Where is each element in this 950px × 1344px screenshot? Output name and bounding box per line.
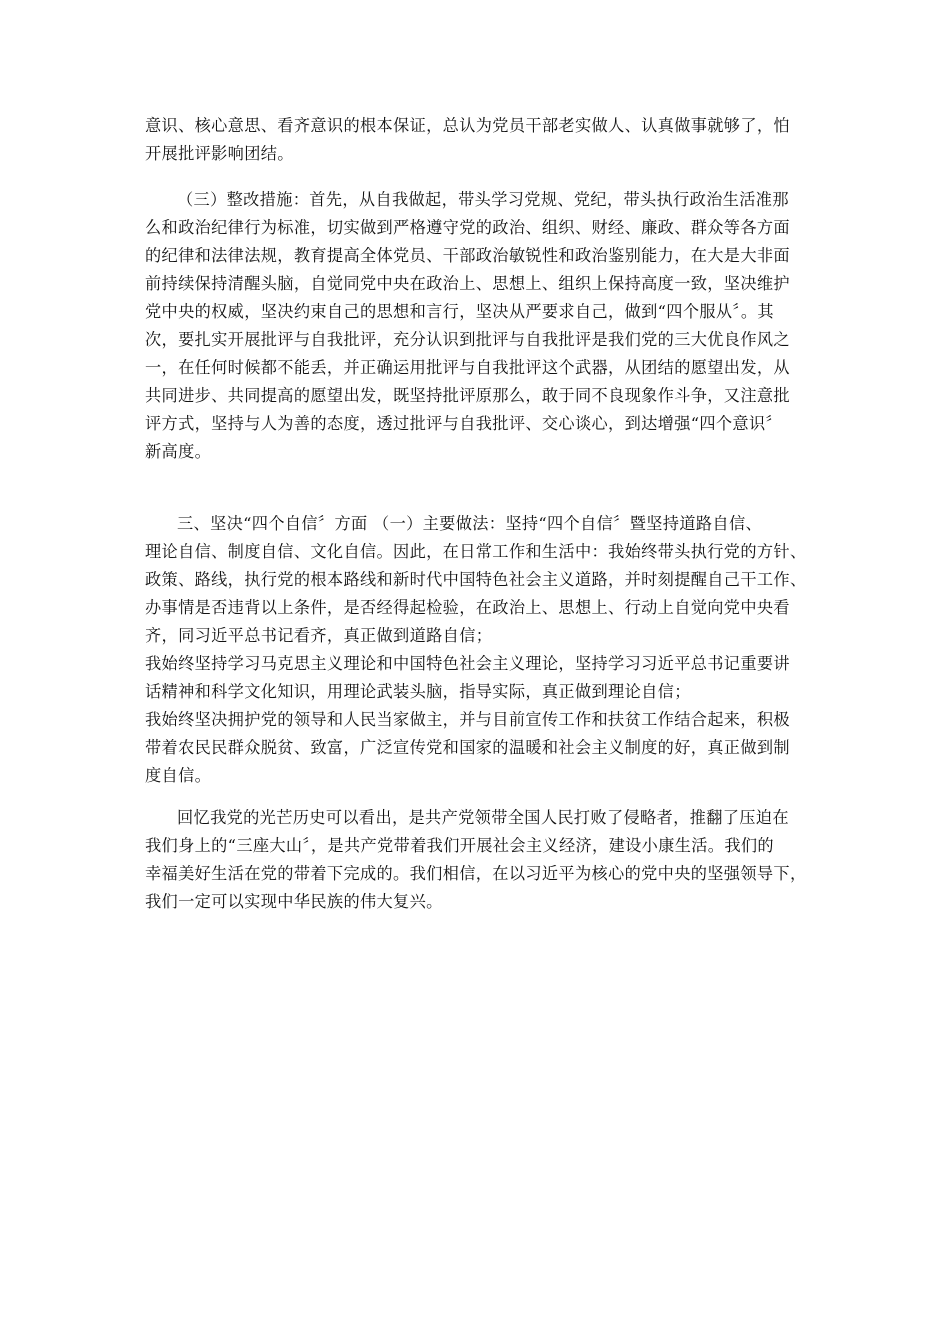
text-line: 我们一定可以实现中华民族的伟大复兴。 <box>145 892 443 911</box>
text-line: 三、坚决“四个自信〞方面 （一）主要做法：坚持“四个自信〞暨坚持道路自信、 <box>177 514 763 533</box>
paragraph-four-confidences <box>145 510 807 790</box>
text-line: 共同进步、共同提高的愿望出发，既坚持批评原那么，敢于同不良现象作斗争，又注意批 <box>145 386 790 405</box>
text-line: 我始终坚决拥护党的领导和人民当家做主，并与目前宣传工作和扶贫工作结合起来，积极 <box>145 710 790 729</box>
text-line: 党中央的权威，坚决约束自己的思想和言行，坚决从严要求自己，做到“四个服从〞。其 <box>145 302 774 321</box>
text-line: 幸福美好生活在党的带着下完成的。我们相信，在以习近平为核心的党中央的坚强领导下， <box>145 864 807 883</box>
text-line: 理论自信、制度自信、文化自信。因此，在日常工作和生活中：我始终带头执行党的方针、 <box>145 542 807 561</box>
text-line: 带着农民民群众脱贫、致富，广泛宣传党和国家的温暖和社会主义制度的好，真正做到制 <box>145 738 790 757</box>
text-line: 政策、路线，执行党的根本路线和新时代中国特色社会主义道路，并时刻提醒自己干工作、 <box>145 570 807 589</box>
text-line: 度自信。 <box>145 766 212 785</box>
text-line: 评方式，坚持与人为善的态度，透过批评与自我批评、交心谈心，到达增强“四个意识〞 <box>145 414 783 433</box>
text-line: 的纪律和法律法规，教育提高全体党员、干部政治敏锐性和政治鉴别能力，在大是大非面 <box>145 246 790 265</box>
text-line: 新高度。 <box>145 442 212 461</box>
text-line: 意识、核心意思、看齐意识的根本保证，总认为党员干部老实做人、认真做事就够了，怕 <box>145 116 790 135</box>
text-line: 么和政治纪律行为标准，切实做到严格遵守党的政治、组织、财经、廉政、群众等各方面 <box>145 218 790 237</box>
text-line: 齐，同习近平总书记看齐，真正做到道路自信； <box>145 626 493 645</box>
text-line: 办事情是否违背以上条件，是否经得起检验，在政治上、思想上、行动上自觉向党中央看 <box>145 598 790 617</box>
text-line: 回忆我党的光芒历史可以看出，是共产党领带全国人民打败了侵略者，推翻了压迫在 <box>177 808 789 827</box>
text-line: 我们身上的“三座大山〞，是共产党带着我们开展社会主义经济，建设小康生活。我们的 <box>145 836 774 855</box>
text-line: 开展批评影响团结。 <box>145 144 294 163</box>
text-line: （三）整改措施：首先，从自我做起，带头学习党规、党纪，带头执行政治生活准那 <box>177 190 789 209</box>
paragraph-party-history <box>145 804 807 916</box>
text-line: 我始终坚持学习马克思主义理论和中国特色社会主义理论，坚持学习习近平总书记重要讲 <box>145 654 790 673</box>
text-line: 话精神和科学文化知识，用理论武装头脑，指导实际，真正做到理论自信； <box>145 682 691 701</box>
text-line: 一，在任何时候都不能丢，并正确运用批评与自我批评这个武器，从团结的愿望出发，从 <box>145 358 790 377</box>
paragraph-rectification-measures <box>145 186 807 466</box>
paragraph-continuation <box>145 112 807 168</box>
text-line: 次，要扎实开展批评与自我批评，充分认识到批评与自我批评是我们党的三大优良作风之 <box>145 330 790 349</box>
text-line: 前持续保持清醒头脑，自觉同党中央在政治上、思想上、组织上保持高度一致，坚决维护 <box>145 274 790 293</box>
